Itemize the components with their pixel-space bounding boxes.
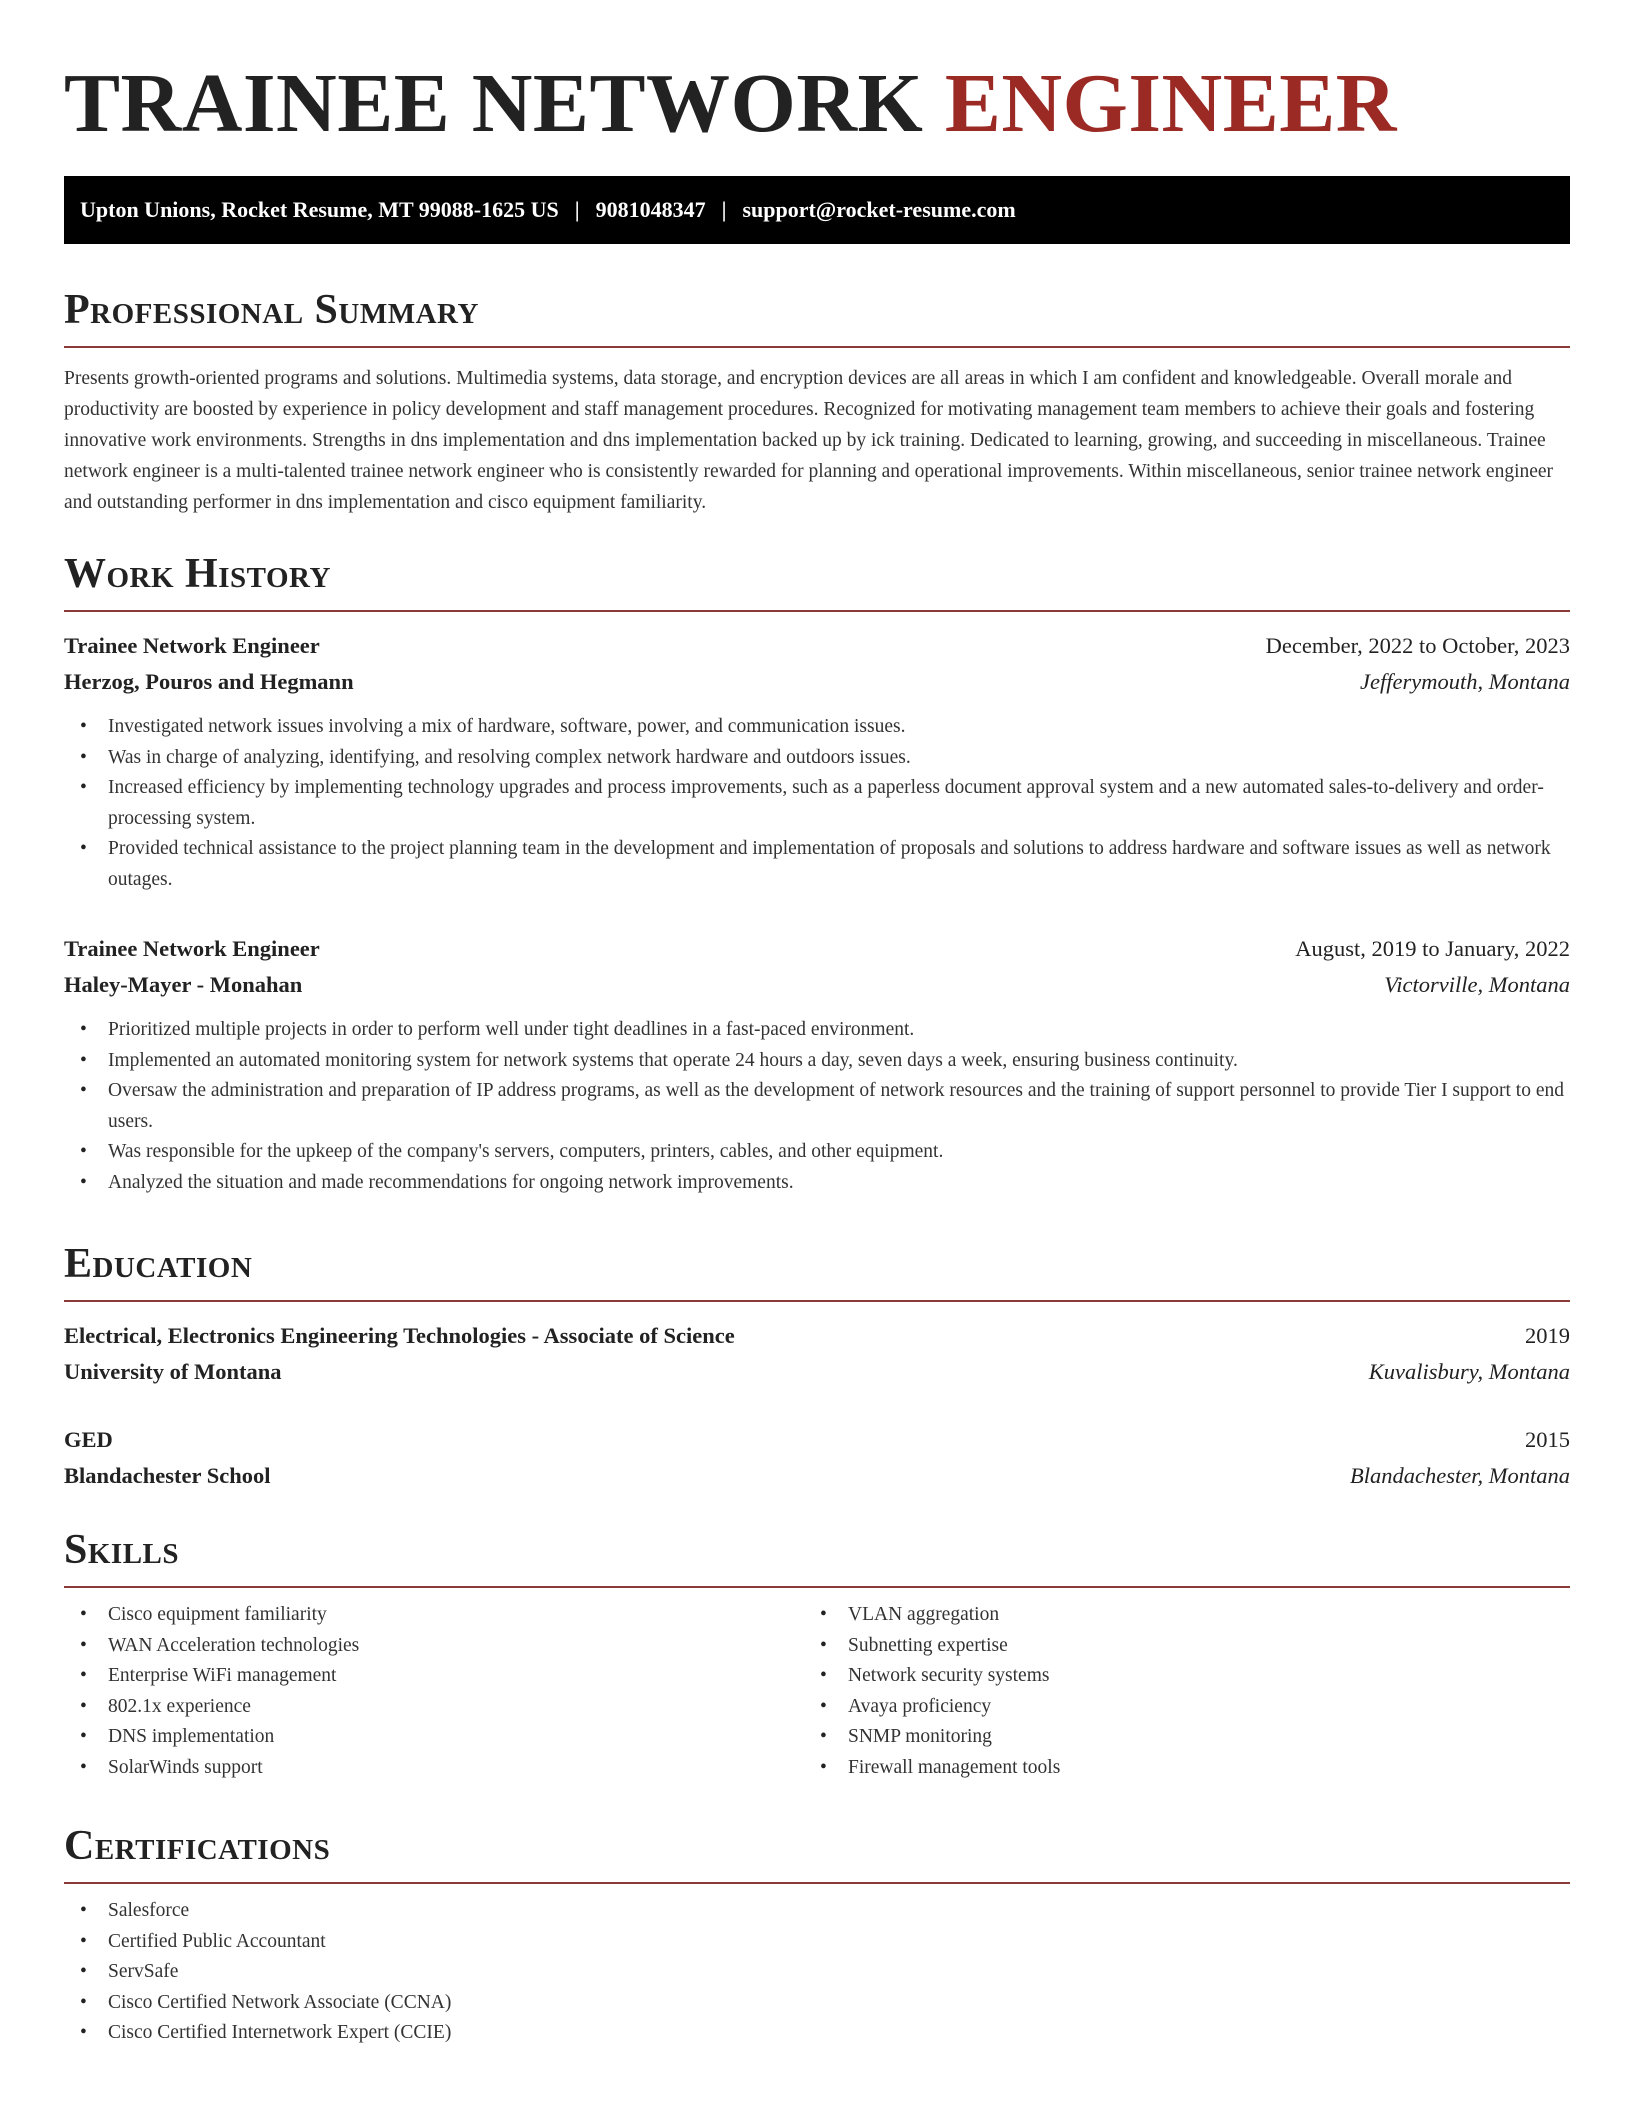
job-company: Herzog, Pouros and Hegmann [64,669,354,694]
certification-item: • Cisco Certified Internetwork Expert (CCIE) [64,2018,1570,2049]
job-role: Trainee Network Engineer [64,633,320,658]
education-year: 2015 [1525,1427,1570,1452]
job-location: Jefferymouth, Montana [1360,669,1570,694]
skill-item: • SolarWinds support [64,1753,804,1784]
job-header-row [64,628,1570,664]
education-section [64,1238,1570,1494]
contact-email: support@rocket-resume.com [742,197,1016,222]
certifications-heading: Certifications [64,1823,331,1869]
education-degree-row [64,1422,1570,1458]
education-entry [64,1422,1570,1494]
skills-list-left [64,1600,804,1783]
skill-item: • VLAN aggregation [804,1600,1544,1631]
education-school-row [64,1354,1570,1390]
job-entry [64,931,1570,1198]
job-company: Haley-Mayer - Monahan [64,972,303,997]
job-bullet: • Prioritized multiple projects in order to perform well under tight deadlines in a fast-paced environment. [64,1015,1570,1046]
job-company-row [64,967,1570,1003]
job-bullets [64,712,1570,895]
education-degree-row [64,1318,1570,1354]
resume-name [64,54,1397,154]
section-divider [64,1882,1570,1884]
contact-address: Upton Unions, Rocket Resume, MT 99088-1625 US [80,197,559,222]
job-location: Victorville, Montana [1384,972,1570,997]
skill-item: • WAN Acceleration technologies [64,1631,804,1662]
education-location: Kuvalisbury, Montana [1368,1359,1570,1384]
certification-item: • Cisco Certified Network Associate (CCNA) [64,1988,1570,2019]
work-history-heading: Work History [64,551,331,597]
education-school-row [64,1458,1570,1494]
job-bullet: • Was responsible for the upkeep of the company's servers, computers, printers, cables, and other equipment. [64,1137,1570,1168]
education-year: 2019 [1525,1323,1570,1348]
education-location: Blandachester, Montana [1350,1463,1570,1488]
job-bullet: • Increased efficiency by implementing technology upgrades and process improvements, such as a paperless document approval system and a new automated sales-to-delivery and order-processing system. [64,773,1570,834]
section-divider [64,346,1570,348]
skill-item: • Enterprise WiFi management [64,1661,804,1692]
skills-columns [64,1600,1570,1783]
job-bullet: • Implemented an automated monitoring system for network systems that operate 24 hours a day, seven days a week, ensuring business continuity. [64,1046,1570,1077]
section-divider [64,1586,1570,1588]
job-dates: December, 2022 to October, 2023 [1265,633,1570,658]
job-company-row [64,664,1570,700]
job-dates: August, 2019 to January, 2022 [1295,936,1570,961]
contact-phone: 9081048347 [595,197,706,222]
contact-separator: | [721,197,727,222]
contact-bar [64,176,1570,244]
summary-section [64,284,1570,518]
skill-item: • Subnetting expertise [804,1631,1544,1662]
work-history-section [64,548,1570,1198]
summary-heading: Professional Summary [64,287,479,333]
job-bullet: • Oversaw the administration and preparation of IP address programs, as well as the development of network resources and the training of support personnel to provide Tier I support to end users. [64,1076,1570,1137]
skills-heading: Skills [64,1527,180,1573]
skill-item: • Avaya proficiency [804,1692,1544,1723]
skill-item: • Cisco equipment familiarity [64,1600,804,1631]
contact-separator: | [574,197,580,222]
education-school: University of Montana [64,1359,282,1384]
certification-item: • ServSafe [64,1957,1570,1988]
skill-item: • 802.1x experience [64,1692,804,1723]
section-divider [64,1300,1570,1302]
job-role: Trainee Network Engineer [64,936,320,961]
education-degree: Electrical, Electronics Engineering Technologies - Associate of Science [64,1323,735,1348]
job-bullet: • Analyzed the situation and made recommendations for ongoing network improvements. [64,1168,1570,1199]
certification-item: • Certified Public Accountant [64,1927,1570,1958]
skills-list-right [804,1600,1544,1783]
certifications-list [64,1896,1570,2049]
name-last: ENGINEER [944,57,1397,150]
name-first: TRAINEE NETWORK [64,57,924,150]
certifications-section [64,1820,1570,2049]
job-bullet: • Investigated network issues involving a mix of hardware, software, power, and communication issues. [64,712,1570,743]
certification-item: • Salesforce [64,1896,1570,1927]
section-divider [64,610,1570,612]
skills-section [64,1524,1570,1783]
job-bullet: • Was in charge of analyzing, identifying, and resolving complex network hardware and outdoors issues. [64,743,1570,774]
job-bullet: • Provided technical assistance to the project planning team in the development and implementation of proposals and solutions to address hardware and software issues as well as network outages. [64,834,1570,895]
job-header-row [64,931,1570,967]
skill-item: • DNS implementation [64,1722,804,1753]
education-heading: Education [64,1241,253,1287]
skill-item: • SNMP monitoring [804,1722,1544,1753]
summary-text: Presents growth-oriented programs and solutions. Multimedia systems, data storage, and encryption devices are all areas in which I am confident and knowledgeable. Overall morale and productivity are boosted by experience in policy development and staff management procedures. Recognized for motivating management team members to achieve their goals and fostering innovative work environments. Strengths in dns implementation and dns implementation backed up by ick training. Dedicated to learning, growing, and succeeding in miscellaneous. Trainee network engineer is a multi-talented trainee network engineer who is consistently rewarded for planning and operational improvements. Within miscellaneous, senior trainee network engineer and outstanding performer in dns implementation and cisco equipment familiarity. [64,368,1554,513]
skill-item: • Firewall management tools [804,1753,1544,1784]
education-school: Blandachester School [64,1463,271,1488]
education-entry [64,1318,1570,1390]
education-degree: GED [64,1427,113,1452]
skill-item: • Network security systems [804,1661,1544,1692]
job-bullets [64,1015,1570,1198]
job-entry [64,628,1570,895]
